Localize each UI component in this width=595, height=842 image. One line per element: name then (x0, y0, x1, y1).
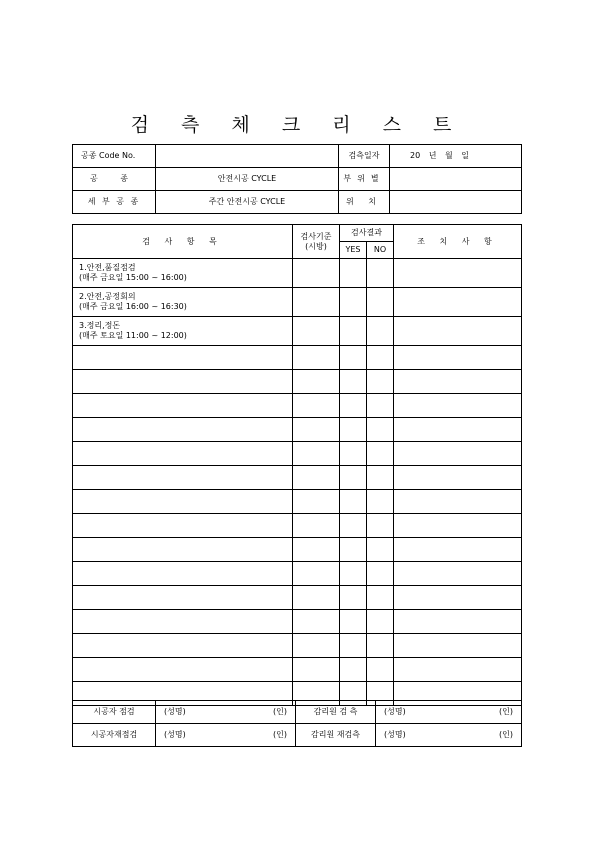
no-cell[interactable] (367, 562, 394, 586)
yes-cell[interactable] (340, 610, 367, 634)
no-cell[interactable] (367, 346, 394, 370)
col-criteria-header (293, 225, 340, 259)
supervisor-reinspect-label: 감리원 재검측 (296, 724, 376, 747)
checklist-table (72, 224, 522, 706)
col-yes-header: YES (340, 242, 367, 259)
trade-label: 공 종 (73, 168, 156, 191)
item-schedule: (매주 토요일 11:00 ~ 12:00) (79, 331, 187, 340)
yes-cell[interactable] (340, 634, 367, 658)
name-placeholder: (성명) (164, 707, 186, 716)
action-cell[interactable] (394, 288, 522, 317)
col-action-header: 조 치 사 항 (394, 225, 522, 259)
table-row (73, 346, 522, 370)
item-cell[interactable] (73, 634, 293, 658)
no-cell[interactable] (367, 288, 394, 317)
table-row (73, 259, 522, 288)
criteria-cell[interactable] (293, 586, 340, 610)
header-table (72, 144, 522, 214)
no-cell[interactable] (367, 394, 394, 418)
name-placeholder: (성명) (164, 730, 186, 739)
item-cell (73, 259, 293, 288)
code-value[interactable] (156, 145, 339, 168)
yes-cell[interactable] (340, 466, 367, 490)
yes-cell[interactable] (340, 586, 367, 610)
yes-cell[interactable] (340, 538, 367, 562)
item-cell[interactable] (73, 538, 293, 562)
sub-label: 세 부 공 종 (73, 191, 156, 214)
criteria-cell[interactable] (293, 634, 340, 658)
supervisor-inspect-label: 감리원 검 측 (296, 701, 376, 724)
criteria-cell[interactable] (293, 610, 340, 634)
no-cell[interactable] (367, 538, 394, 562)
no-cell[interactable] (367, 466, 394, 490)
criteria-cell[interactable] (293, 288, 340, 317)
criteria-cell[interactable] (293, 490, 340, 514)
yes-cell[interactable] (340, 394, 367, 418)
seal-placeholder: (인) (499, 730, 513, 739)
criteria-line-2: (시방) (305, 241, 327, 251)
loc-label: 위 치 (339, 191, 390, 214)
item-cell[interactable] (73, 346, 293, 370)
item-cell[interactable] (73, 466, 293, 490)
contractor-check-label: 시공자 점검 (73, 701, 156, 724)
signature-table (72, 700, 522, 747)
item-title: 2.안전,공정회의 (79, 292, 136, 301)
action-cell[interactable] (394, 658, 522, 682)
contractor-recheck-sign[interactable] (156, 724, 296, 747)
col-result-header: 검사결과 (340, 225, 394, 242)
table-row (73, 394, 522, 418)
item-cell[interactable] (73, 514, 293, 538)
date-label: 검측일자 (339, 145, 390, 168)
no-cell[interactable] (367, 259, 394, 288)
item-cell (73, 317, 293, 346)
criteria-cell[interactable] (293, 259, 340, 288)
action-cell[interactable] (394, 466, 522, 490)
table-row (73, 514, 522, 538)
action-cell[interactable] (394, 317, 522, 346)
table-row (73, 586, 522, 610)
item-cell[interactable] (73, 610, 293, 634)
criteria-cell[interactable] (293, 394, 340, 418)
criteria-cell[interactable] (293, 317, 340, 346)
supervisor-reinspect-sign[interactable] (376, 724, 522, 747)
part-value[interactable] (390, 168, 522, 191)
part-label: 부위별 (339, 168, 390, 191)
supervisor-inspect-sign[interactable] (376, 701, 522, 724)
no-cell[interactable] (367, 490, 394, 514)
item-cell[interactable] (73, 490, 293, 514)
table-row (73, 466, 522, 490)
name-placeholder: (성명) (384, 730, 406, 739)
item-cell[interactable] (73, 394, 293, 418)
seal-placeholder: (인) (273, 707, 287, 716)
table-row (73, 634, 522, 658)
action-cell[interactable] (394, 394, 522, 418)
criteria-cell[interactable] (293, 346, 340, 370)
criteria-cell[interactable] (293, 658, 340, 682)
date-value[interactable]: 20 년 월 일 (390, 145, 522, 168)
criteria-cell[interactable] (293, 418, 340, 442)
criteria-cell[interactable] (293, 562, 340, 586)
yes-cell[interactable] (340, 418, 367, 442)
table-row (73, 562, 522, 586)
criteria-cell[interactable] (293, 370, 340, 394)
no-cell[interactable] (367, 634, 394, 658)
table-row (73, 288, 522, 317)
no-cell[interactable] (367, 370, 394, 394)
item-title: 1.안전,품질점검 (79, 263, 136, 272)
item-cell[interactable] (73, 562, 293, 586)
yes-cell[interactable] (340, 259, 367, 288)
action-cell[interactable] (394, 610, 522, 634)
code-label: 공종 Code No. (73, 145, 156, 168)
yes-cell[interactable] (340, 317, 367, 346)
table-row (73, 442, 522, 466)
item-cell[interactable] (73, 418, 293, 442)
table-row (73, 610, 522, 634)
trade-value[interactable]: 안전시공 CYCLE (156, 168, 339, 191)
seal-placeholder: (인) (499, 707, 513, 716)
action-cell[interactable] (394, 346, 522, 370)
item-schedule: (매주 금요일 15:00 ~ 16:00) (79, 273, 187, 282)
loc-value[interactable] (390, 191, 522, 214)
yes-cell[interactable] (340, 562, 367, 586)
action-cell[interactable] (394, 514, 522, 538)
action-cell[interactable] (394, 442, 522, 466)
name-placeholder: (성명) (384, 707, 406, 716)
action-cell[interactable] (394, 418, 522, 442)
yes-cell[interactable] (340, 514, 367, 538)
item-cell[interactable] (73, 370, 293, 394)
criteria-line-1: 검사기준 (300, 231, 332, 241)
yes-cell[interactable] (340, 490, 367, 514)
criteria-cell[interactable] (293, 466, 340, 490)
no-cell[interactable] (367, 610, 394, 634)
item-cell[interactable] (73, 658, 293, 682)
sub-value[interactable]: 주간 안전시공 CYCLE (156, 191, 339, 214)
col-item-header: 검 사 항 목 (73, 225, 293, 259)
no-cell[interactable] (367, 586, 394, 610)
item-schedule: (매주 금요일 16:00 ~ 16:30) (79, 302, 187, 311)
table-row (73, 317, 522, 346)
action-cell[interactable] (394, 490, 522, 514)
criteria-cell[interactable] (293, 442, 340, 466)
yes-cell[interactable] (340, 658, 367, 682)
no-cell[interactable] (367, 514, 394, 538)
item-cell (73, 288, 293, 317)
table-row (73, 370, 522, 394)
yes-cell[interactable] (340, 442, 367, 466)
action-cell[interactable] (394, 538, 522, 562)
yes-cell[interactable] (340, 346, 367, 370)
table-row (73, 418, 522, 442)
table-row (73, 490, 522, 514)
action-cell[interactable] (394, 562, 522, 586)
criteria-cell[interactable] (293, 538, 340, 562)
criteria-cell[interactable] (293, 514, 340, 538)
yes-cell[interactable] (340, 288, 367, 317)
no-cell[interactable] (367, 317, 394, 346)
yes-cell[interactable] (340, 370, 367, 394)
action-cell[interactable] (394, 259, 522, 288)
action-cell[interactable] (394, 370, 522, 394)
action-cell[interactable] (394, 634, 522, 658)
action-cell[interactable] (394, 586, 522, 610)
no-cell[interactable] (367, 658, 394, 682)
no-cell[interactable] (367, 418, 394, 442)
seal-placeholder: (인) (273, 730, 287, 739)
item-title: 3.정리,정돈 (79, 321, 121, 330)
item-cell[interactable] (73, 442, 293, 466)
table-row (73, 658, 522, 682)
table-row (73, 538, 522, 562)
col-no-header: NO (367, 242, 394, 259)
contractor-recheck-label: 시공자재점검 (73, 724, 156, 747)
item-cell[interactable] (73, 586, 293, 610)
contractor-check-sign[interactable] (156, 701, 296, 724)
no-cell[interactable] (367, 442, 394, 466)
page-title: 검 측 체 크 리 스 트 (130, 114, 465, 136)
